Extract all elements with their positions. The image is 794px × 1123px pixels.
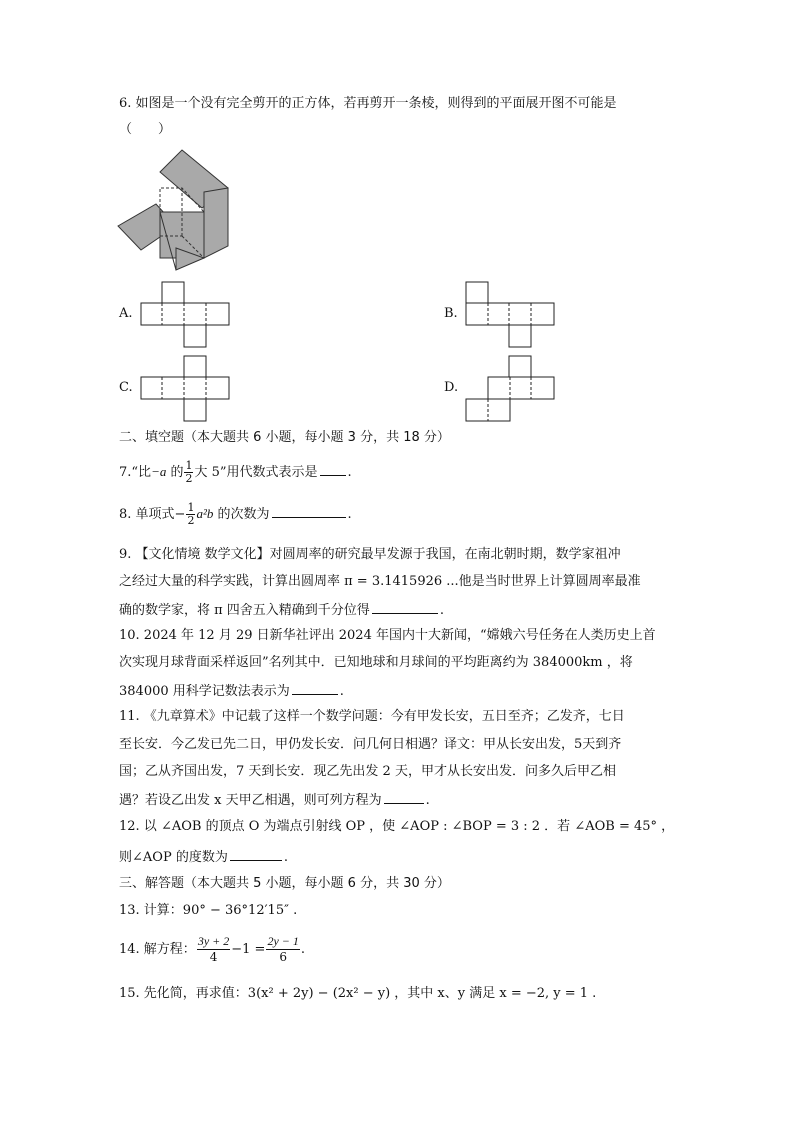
q13: 13. 计算：90° − 36°12′15″ .	[119, 903, 298, 918]
option-c-net	[140, 355, 230, 423]
q10-line-2: 次实现月球背面采样返回”名列其中．已知地球和月球间的平均距离约为 384000km ，将	[119, 655, 633, 670]
section-3-heading: 三、解答题（本大题共 5 小题，每小题 6 分，共 30 分）	[119, 876, 450, 891]
q9-line-2: 之经过大量的科学实践，计算出圆周率 π = 3.1415926 ...他是当时世界上计算圆周率最准	[119, 574, 641, 589]
option-c-label: C.	[119, 380, 133, 395]
option-a-net	[140, 281, 230, 349]
q11-line-3: 国；乙从齐国出发，7 天到长安．现乙先出发 2 天，甲才从长安出发．问多久后甲乙相	[119, 764, 616, 779]
q6-answer-paren: （ ）	[119, 122, 172, 137]
cube-net-figure	[118, 148, 233, 273]
q15: 15. 先化简，再求值：3(x² + 2y) − (2x² − y) ，其中 x、y 满足 x = −2, y = 1 .	[119, 986, 597, 1001]
q10-line-1: 10. 2024 年 12 月 29 日新华社评出 2024 年国内十大新闻，“嫦娥六号任务在人类历史上首	[119, 628, 656, 643]
q11-line-2: 至长安．今乙发已先二日，甲仍发长安．问几何日相遇？译文：甲从长安出发，5天到齐	[119, 737, 622, 752]
q11-line-4: 遇？若设乙出发 x 天甲乙相遇，则可列方程为 .	[119, 790, 430, 810]
q7: 7.“比−a 的 $\frac{1}{2}$ 大 5”用代数式表示是 .	[119, 459, 352, 485]
option-b-net	[465, 281, 555, 349]
q6-stem: 6. 如图是一个没有完全剪开的正方体，若再剪开一条棱，则得到的平面展开图不可能是	[119, 96, 617, 111]
q11-line-1: 11. 《九章算术》中记载了这样一个数学问题：今有甲发长安，五日至齐；乙发齐，七日	[119, 709, 625, 724]
q12-line-2: 则∠AOP 的度数为 .	[119, 847, 288, 867]
option-b-label: B.	[444, 306, 458, 321]
option-d-label: D.	[444, 380, 459, 395]
option-a-label: A.	[119, 306, 133, 321]
q9-line-3: 确的数学家，将 π 四舍五入精确到千分位得 .	[119, 600, 444, 620]
q9-line-1: 9. 【文化情境 数学文化】对圆周率的研究最早发源于我国，在南北朝时期，数学家祖冲	[119, 547, 621, 562]
option-d-net	[465, 355, 555, 423]
q8: 8. 单项式− $\frac{1}{2}$ a²b 的次数为 .	[119, 501, 352, 527]
q14: 14. 解方程： $\frac{3y + 2}{4}$ −1 = $\frac{2y - 1}{6}$ .	[119, 934, 306, 964]
q12-line-1: 12. 以 ∠AOB 的顶点 O 为端点引射线 OP ，使 ∠AOP : ∠BOP = 3 : 2 ．若 ∠AOB = 45° ，	[119, 819, 675, 834]
q10-line-3: 384000 用科学记数法表示为 .	[119, 681, 344, 701]
section-2-heading: 二、填空题（本大题共 6 小题，每小题 3 分，共 18 分）	[119, 430, 450, 445]
